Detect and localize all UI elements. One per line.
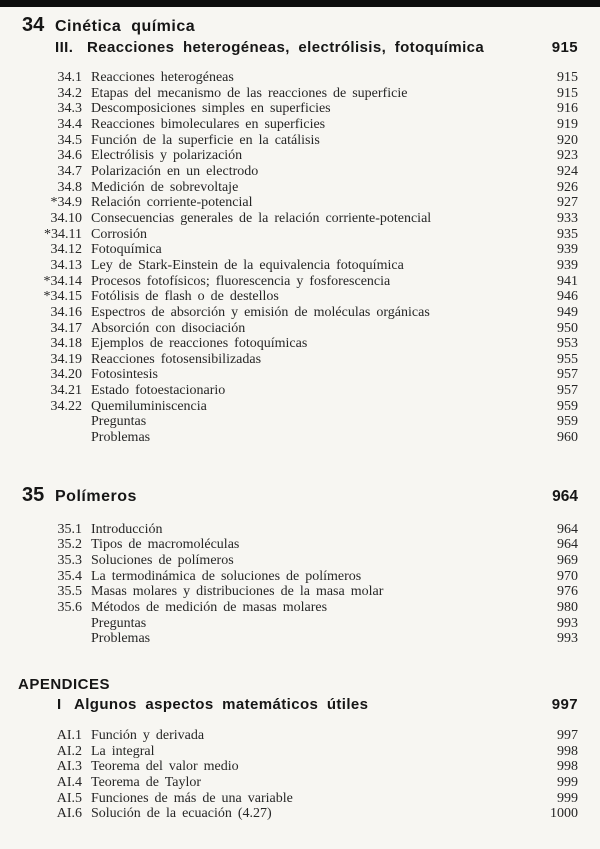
toc-item-title: Absorción con disociación — [91, 320, 246, 336]
toc-row — [20, 522, 578, 538]
toc-item-page: 916 — [557, 101, 578, 117]
toc-row — [20, 101, 578, 117]
toc-item-title: Reacciones bimoleculares en superficies — [91, 116, 326, 132]
appendix-items — [0, 728, 600, 822]
toc-item-page: 970 — [557, 568, 578, 584]
toc-item-number: 34.16 — [50, 304, 82, 320]
toc-item-title: Fotólisis de flash o de destellos — [91, 289, 279, 305]
toc-item-number: *34.9 — [50, 195, 82, 211]
toc-row — [20, 584, 578, 600]
toc-item-title: Introducción — [91, 521, 163, 537]
toc-row — [20, 791, 578, 807]
toc-item-page: 927 — [557, 195, 578, 211]
toc-item-page: 959 — [557, 398, 578, 414]
toc-item-number: 34.4 — [57, 116, 82, 132]
toc-item-title: Problemas — [91, 430, 151, 446]
toc-row — [20, 211, 578, 227]
toc-item-number: 34.3 — [57, 101, 82, 117]
toc-item-title: Etapas del mecanismo de las reacciones de superficie — [91, 85, 408, 101]
top-rule — [0, 0, 600, 7]
toc-item-number: 34.12 — [50, 242, 82, 258]
toc-item-page: 923 — [557, 148, 578, 164]
toc-item-number: AI.4 — [56, 774, 82, 790]
toc-item-number: 34.10 — [50, 210, 82, 226]
toc-row — [20, 133, 578, 149]
chapter-number: 34 — [22, 14, 45, 36]
toc-item-number: 34.19 — [50, 351, 82, 367]
toc-item-title: Fotosintesis — [91, 367, 158, 383]
toc-item-number: 35.4 — [57, 568, 82, 584]
toc-item-title: Ejemplos de reacciones fotoquímicas — [91, 336, 308, 352]
toc-item-page: 949 — [557, 304, 578, 320]
toc-item-page: 999 — [557, 790, 578, 806]
appendix-title: Algunos aspectos matemáticos útiles — [74, 696, 369, 713]
toc-item-number: 34.5 — [57, 132, 82, 148]
chapter-page-number: 964 — [552, 487, 578, 505]
toc-item-number: 34.13 — [50, 257, 82, 273]
toc-item-number: 35.6 — [57, 600, 82, 616]
chapter-35-block — [0, 485, 600, 647]
toc-item-page: 993 — [557, 615, 578, 631]
toc-item-page: 919 — [557, 116, 578, 132]
toc-item-page: 915 — [557, 70, 578, 85]
toc-item-page: 941 — [557, 273, 578, 289]
toc-row — [20, 775, 578, 791]
toc-item-title: Electrólisis y polarización — [91, 148, 243, 164]
toc-item-page: 993 — [557, 631, 578, 647]
toc-item-number: 35.3 — [57, 553, 82, 569]
toc-item-number: 34.17 — [50, 320, 82, 336]
toc-item-number: *34.14 — [43, 273, 82, 289]
toc-item-title: Tipos de macromoléculas — [91, 537, 240, 553]
toc-item-number: AI.2 — [56, 743, 82, 759]
toc-item-page: 915 — [557, 85, 578, 101]
toc-item-page: 1000 — [550, 806, 578, 822]
appendix-section-heading — [0, 696, 600, 713]
toc-item-number: 35.2 — [57, 537, 82, 553]
section-label: III. — [55, 39, 74, 56]
toc-row — [20, 367, 578, 383]
toc-row — [20, 430, 578, 446]
toc-item-page: 980 — [557, 600, 578, 616]
toc-item-title: Métodos de medición de masas molares — [91, 600, 328, 616]
toc-item-page: 960 — [557, 430, 578, 446]
toc-row — [20, 274, 578, 290]
toc-item-page: 953 — [557, 336, 578, 352]
toc-item-page: 997 — [557, 728, 578, 743]
toc-item-page: 998 — [557, 743, 578, 759]
toc-item-page: 935 — [557, 226, 578, 242]
toc-item-page: 939 — [557, 257, 578, 273]
toc-row — [20, 600, 578, 616]
toc-item-page: 998 — [557, 759, 578, 775]
toc-item-page: 939 — [557, 242, 578, 258]
toc-item-page: 955 — [557, 351, 578, 367]
toc-row — [20, 537, 578, 553]
toc-row — [20, 383, 578, 399]
toc-item-number: *34.15 — [43, 289, 82, 305]
toc-row — [20, 195, 578, 211]
chapter-35-items — [0, 522, 600, 647]
toc-item-number: AI.6 — [56, 806, 82, 822]
toc-item-number: 34.8 — [57, 179, 82, 195]
toc-item-number: 34.18 — [50, 336, 82, 352]
toc-row — [20, 336, 578, 352]
toc-item-title: Ley de Stark-Einstein de la equivalencia fotoquímica — [91, 257, 404, 273]
toc-row — [20, 321, 578, 337]
chapter-section-heading — [0, 38, 600, 57]
toc-item-title: Funciones de más de una variable — [91, 790, 293, 806]
appendices-block — [0, 677, 600, 822]
toc-row — [20, 728, 578, 744]
appendix-label: I — [57, 696, 62, 713]
toc-item-page: 964 — [557, 521, 578, 537]
toc-item-title: Relación corriente-potencial — [91, 195, 253, 211]
toc-row — [20, 399, 578, 415]
appendices-heading: APENDICES — [18, 676, 111, 693]
toc-item-page: 957 — [557, 383, 578, 399]
chapter-title: Polímeros — [55, 487, 137, 505]
toc-item-title: Soluciones de polímeros — [91, 553, 234, 569]
chapter-heading — [0, 485, 600, 507]
toc-row — [20, 569, 578, 585]
toc-item-number: 34.1 — [57, 70, 82, 85]
toc-item-page: 969 — [557, 553, 578, 569]
toc-item-page: 924 — [557, 163, 578, 179]
toc-item-number: 34.6 — [57, 148, 82, 164]
chapter-34-block — [0, 7, 600, 446]
toc-item-page: 959 — [557, 414, 578, 430]
toc-row — [20, 414, 578, 430]
toc-item-title: Masas molares y distribuciones de la masa molar — [91, 584, 384, 600]
toc-row — [20, 352, 578, 368]
toc-row — [20, 164, 578, 180]
toc-item-title: Función de la superficie en la catálisis — [91, 132, 320, 148]
toc-item-title: Teorema de Taylor — [91, 774, 202, 790]
section-page-number: 915 — [551, 39, 578, 56]
toc-item-page: 926 — [557, 179, 578, 195]
chapter-title: Cinética química — [55, 18, 196, 35]
toc-row — [20, 180, 578, 196]
toc-row — [20, 305, 578, 321]
toc-row — [20, 86, 578, 102]
toc-item-number: 34.22 — [50, 398, 82, 414]
toc-row — [20, 258, 578, 274]
toc-row — [20, 759, 578, 775]
toc-row — [20, 70, 578, 86]
toc-item-number: *34.11 — [44, 226, 82, 242]
toc-item-title: Reacciones heterogéneas — [91, 70, 234, 85]
toc-item-title: Función y derivada — [91, 728, 205, 743]
toc-item-number: AI.1 — [56, 728, 82, 743]
toc-item-title: Problemas — [91, 631, 151, 647]
toc-item-page: 920 — [557, 132, 578, 148]
toc-row — [20, 117, 578, 133]
toc-row — [20, 289, 578, 305]
toc-item-page: 957 — [557, 367, 578, 383]
toc-item-title: Descomposiciones simples en superficies — [91, 101, 331, 117]
toc-row — [20, 616, 578, 632]
toc-item-title: Preguntas — [91, 615, 147, 631]
toc-item-number: 34.2 — [57, 85, 82, 101]
toc-item-title: Procesos fotofísicos; fluorescencia y fosforescencia — [91, 273, 391, 289]
toc-item-number: 35.1 — [57, 521, 82, 537]
toc-item-title: Solución de la ecuación (4.27) — [91, 806, 272, 822]
toc-row — [20, 227, 578, 243]
toc-item-page: 964 — [557, 537, 578, 553]
toc-item-number: 34.21 — [50, 383, 82, 399]
toc-item-page: 946 — [557, 289, 578, 305]
toc-item-title: Polarización en un electrodo — [91, 163, 259, 179]
toc-item-title: Preguntas — [91, 414, 147, 430]
toc-item-title: Estado fotoestacionario — [91, 383, 226, 399]
toc-item-page: 950 — [557, 320, 578, 336]
toc-row — [20, 242, 578, 258]
toc-row — [20, 553, 578, 569]
toc-item-title: Consecuencias generales de la relación corriente-potencial — [91, 210, 432, 226]
toc-item-page: 976 — [557, 584, 578, 600]
toc-item-title: La integral — [91, 743, 155, 759]
toc-item-title: Reacciones fotosensibilizadas — [91, 351, 262, 367]
toc-item-title: Espectros de absorción y emisión de moléculas orgánicas — [91, 304, 430, 320]
toc-item-page: 999 — [557, 774, 578, 790]
toc-row — [20, 148, 578, 164]
appendix-page-number: 997 — [551, 696, 578, 713]
toc-row — [20, 806, 578, 822]
toc-item-title: Teorema del valor medio — [91, 759, 239, 775]
toc-item-title: Medición de sobrevoltaje — [91, 179, 239, 195]
toc-item-number: 34.20 — [50, 367, 82, 383]
toc-item-number: 35.5 — [57, 584, 82, 600]
toc-item-number: 34.7 — [57, 163, 82, 179]
chapter-number: 35 — [22, 483, 45, 506]
section-title: Reacciones heterogéneas, electrólisis, fotoquímica — [87, 39, 485, 56]
toc-item-number: AI.3 — [56, 759, 82, 775]
toc-item-number: AI.5 — [56, 790, 82, 806]
chapter-heading — [0, 15, 600, 37]
toc-row — [20, 744, 578, 760]
toc-item-title: Corrosión — [91, 226, 147, 242]
chapter-34-items — [0, 70, 600, 446]
toc-item-title: Fotoquímica — [91, 242, 162, 258]
toc-row — [20, 631, 578, 647]
toc-item-title: Quemiluminiscencia — [91, 398, 207, 414]
toc-item-page: 933 — [557, 210, 578, 226]
toc-item-title: La termodinámica de soluciones de polímeros — [91, 568, 362, 584]
